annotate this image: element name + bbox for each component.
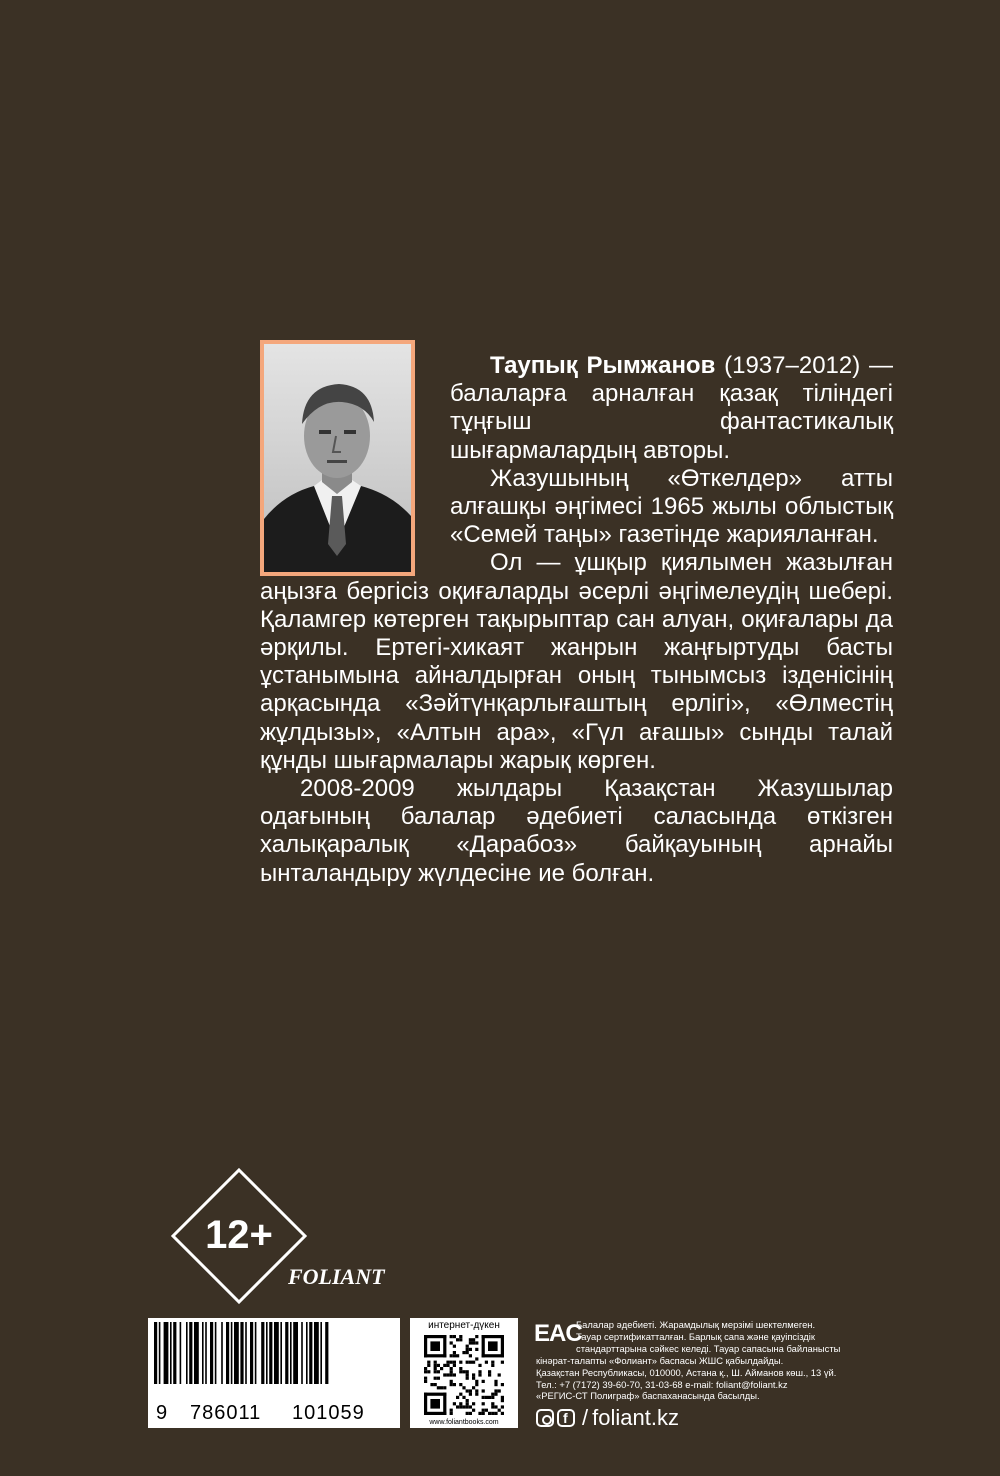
instagram-icon[interactable] — [536, 1409, 554, 1427]
isbn-left-group: 786011 — [190, 1402, 262, 1424]
imprint-line: Балалар әдебиеті. Жарамдылық мерзімі шектелмеген. — [576, 1319, 816, 1330]
imprint-line: стандарттарына сәйкес келеді. Тауар сапасына байланысты — [576, 1342, 841, 1354]
facebook-icon[interactable]: f — [557, 1409, 575, 1427]
barcode — [148, 1318, 400, 1428]
age-rating-badge — [171, 1168, 307, 1304]
qr-url: www.foliantbooks.com — [429, 1419, 499, 1426]
bio-paragraph-3: Ол — ұшқыр қиялымен жазылған аңызға бергісіз оқиғаларды әсерлі әңгімелеудің шебері. Қаламгер көтерген тақырыптар сан алуан, оқиғалары да әрқилы. Ертегі-хикаят жанрын жаңғыртуды басты ұстанымына айналдырған оның тынымсыз ізденісінің арқасында «Зәйтүнқарлығаштың ерлігі», «Өлместің жұлдызы», «Алтын ара», «Гүл ағашы» сынды талай құнды шығармалары жарық көрген. — [260, 549, 893, 774]
website-link[interactable]: foliant.kz — [592, 1405, 679, 1430]
author-name: Таупық Рымжанов — [490, 352, 716, 379]
bio-paragraph-1 — [450, 352, 893, 465]
isbn-digits — [148, 1402, 400, 1424]
author-bio — [260, 352, 893, 888]
qr-code[interactable] — [424, 1335, 504, 1415]
qr-code-block[interactable] — [410, 1318, 518, 1428]
bio-paragraph-2: Жазушының «Өткелдер» атты алғашқы әңгімесі 1965 жылы облыстық «Семей таңы» газетінде жарияланған. — [450, 464, 893, 549]
qr-title: интернет-дүкен — [428, 1320, 500, 1331]
barcode-bars — [148, 1322, 400, 1404]
imprint-line: Тел.: +7 (7172) 39-60-70, 31-03-68 e-mail: foliant@foliant.kz — [536, 1378, 788, 1390]
age-rating-text: 12+ — [205, 1213, 273, 1257]
bio-paragraph-4: 2008-2009 жылдары Қазақстан Жазушылар одағының балалар әдебиеті саласында өткізген халықаралық «Дарабоз» байқауының арнайы ынталандыру жүлдесіне ие болған. — [260, 775, 893, 887]
foliant-logo-text: FOLIANT — [288, 1264, 385, 1289]
isbn-prefix: 9 — [156, 1402, 168, 1424]
imprint-line: Қазақстан Республикасы, 010000, Астана қ., Ш. Айманов көш., 13 үй. — [536, 1366, 837, 1378]
imprint-info — [536, 1319, 886, 1402]
author-lifespan: (1937–2012) — — [715, 352, 893, 379]
imprint-line: Тауар сертификатталған. Барлық сапа және қауіпсіздік — [576, 1330, 815, 1342]
social-separator: / — [582, 1405, 589, 1430]
imprint-line: кінәрат-талапты «Фолиант» баспасы ЖШС қабылдайды. — [536, 1354, 784, 1366]
eac-text: EAC — [534, 1320, 582, 1347]
social-links — [536, 1406, 679, 1430]
isbn-right-group: 101059 — [292, 1402, 365, 1424]
publisher-logo — [288, 1264, 398, 1304]
bio-intro: балаларға арналған қазақ тіліндегі тұңғыш фантастикалық шығармалардың авторы. — [450, 380, 893, 464]
imprint-line: «РЕГИС-СТ Полиграф» баспаханасында басылды. — [536, 1390, 760, 1402]
